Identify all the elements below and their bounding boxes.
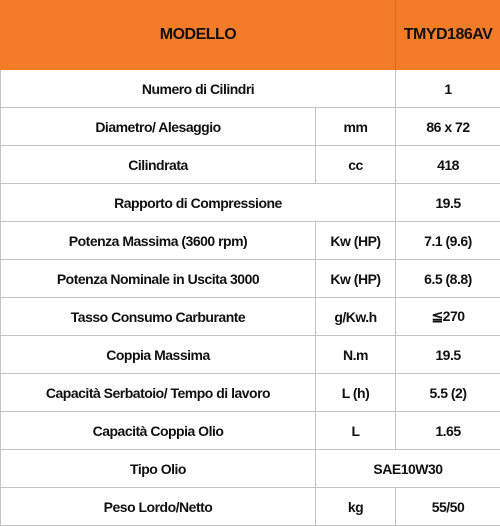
table-row xyxy=(1,108,500,146)
spec-label: Capacità Serbatoio/ Tempo di lavoro xyxy=(1,374,316,412)
table-row xyxy=(1,146,500,184)
spec-value: 19.5 xyxy=(396,336,500,374)
table-row xyxy=(1,222,500,260)
table-row xyxy=(1,450,500,488)
model-label: MODELLO xyxy=(1,1,396,70)
spec-value: 55/50 xyxy=(396,488,500,526)
spec-unit: kg xyxy=(316,488,396,526)
table-row xyxy=(1,488,500,526)
spec-unit: mm xyxy=(316,108,396,146)
table-row xyxy=(1,374,500,412)
spec-value: 1.65 xyxy=(396,412,500,450)
spec-value: SAE10W30 xyxy=(316,450,500,488)
model-value: TMYD186AV xyxy=(396,1,500,70)
table-row xyxy=(1,260,500,298)
spec-label: Capacità Coppia Olio xyxy=(1,412,316,450)
spec-value: 1 xyxy=(396,70,500,108)
spec-label: Numero di Cilindri xyxy=(1,70,396,108)
spec-label: Rapporto di Compressione xyxy=(1,184,396,222)
spec-value: 19.5 xyxy=(396,184,500,222)
spec-value: 7.1 (9.6) xyxy=(396,222,500,260)
spec-value: 6.5 (8.8) xyxy=(396,260,500,298)
spec-label: Tipo Olio xyxy=(1,450,316,488)
table-row xyxy=(1,298,500,336)
spec-value: 86 x 72 xyxy=(396,108,500,146)
spec-unit: N.m xyxy=(316,336,396,374)
spec-unit: L (h) xyxy=(316,374,396,412)
spec-label: Diametro/ Alesaggio xyxy=(1,108,316,146)
spec-unit: g/Kw.h xyxy=(316,298,396,336)
spec-label: Peso Lordo/Netto xyxy=(1,488,316,526)
table-row xyxy=(1,336,500,374)
table-row xyxy=(1,412,500,450)
spec-value: 418 xyxy=(396,146,500,184)
spec-label: Potenza Nominale in Uscita 3000 xyxy=(1,260,316,298)
spec-label: Coppia Massima xyxy=(1,336,316,374)
spec-unit: Kw (HP) xyxy=(316,260,396,298)
table-row xyxy=(1,184,500,222)
table-header-row xyxy=(1,1,500,70)
spec-label: Potenza Massima (3600 rpm) xyxy=(1,222,316,260)
spec-unit: cc xyxy=(316,146,396,184)
spec-label: Tasso Consumo Carburante xyxy=(1,298,316,336)
spec-value: 5.5 (2) xyxy=(396,374,500,412)
table-row xyxy=(1,70,500,108)
spec-label: Cilindrata xyxy=(1,146,316,184)
spec-unit: Kw (HP) xyxy=(316,222,396,260)
spec-unit: L xyxy=(316,412,396,450)
spec-value: ≦270 xyxy=(396,298,500,336)
